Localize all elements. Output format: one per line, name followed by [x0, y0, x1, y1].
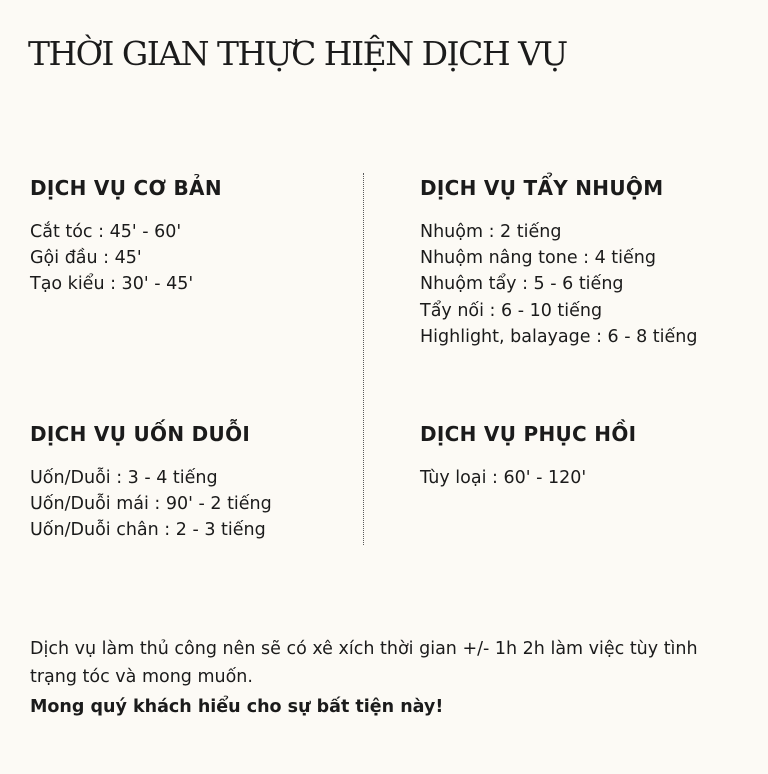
section-heading: DỊCH VỤ CƠ BẢN — [30, 176, 222, 200]
service-item-root-bleach: Tẩy nối : 6 - 10 tiếng — [420, 300, 603, 321]
service-item-highlight: Highlight, balayage : 6 - 8 tiếng — [420, 326, 698, 347]
section-restore-services — [420, 422, 636, 491]
service-item-styling: Tạo kiểu : 30' - 45' — [30, 274, 194, 295]
footer-apology: Mong quý khách hiểu cho sự bất tiện này! — [30, 697, 444, 717]
service-list — [30, 465, 272, 544]
section-heading: DỊCH VỤ PHỤC HỒI — [420, 422, 637, 446]
page-title: THỜI GIAN THỰC HIỆN DỊCH VỤ — [28, 34, 567, 73]
section-color-bleach-services — [420, 176, 698, 350]
section-heading: DỊCH VỤ UỐN DUỖI — [30, 422, 251, 446]
service-item-perm: Uốn/Duỗi : 3 - 4 tiếng — [30, 468, 218, 488]
section-basic-services — [30, 176, 222, 298]
service-item-perm-bangs: Uốn/Duỗi mái : 90' - 2 tiếng — [30, 494, 272, 515]
service-item-haircut: Cắt tóc : 45' - 60' — [30, 222, 182, 242]
service-list — [420, 465, 636, 491]
section-perm-straighten-services — [30, 422, 272, 544]
service-list — [30, 219, 222, 298]
section-heading: DỊCH VỤ TẨY NHUỘM — [420, 176, 664, 200]
service-item-restore: Tùy loại : 60' - 120' — [420, 468, 587, 488]
footer-note-text: Dịch vụ làm thủ công nên sẽ có xê xích thời gian +/- 1h 2h làm việc tùy tình trạng tóc và mong muốn. — [30, 639, 698, 687]
service-item-bleach-dye: Nhuộm tẩy : 5 - 6 tiếng — [420, 274, 624, 295]
footer-note — [30, 635, 740, 721]
service-list — [420, 219, 698, 350]
vertical-divider — [363, 173, 364, 545]
service-item-tone-lift: Nhuộm nâng tone : 4 tiếng — [420, 248, 657, 269]
service-item-perm-roots: Uốn/Duỗi chân : 2 - 3 tiếng — [30, 520, 266, 541]
service-item-dye: Nhuộm : 2 tiếng — [420, 222, 562, 242]
service-item-wash: Gội đầu : 45' — [30, 248, 142, 269]
